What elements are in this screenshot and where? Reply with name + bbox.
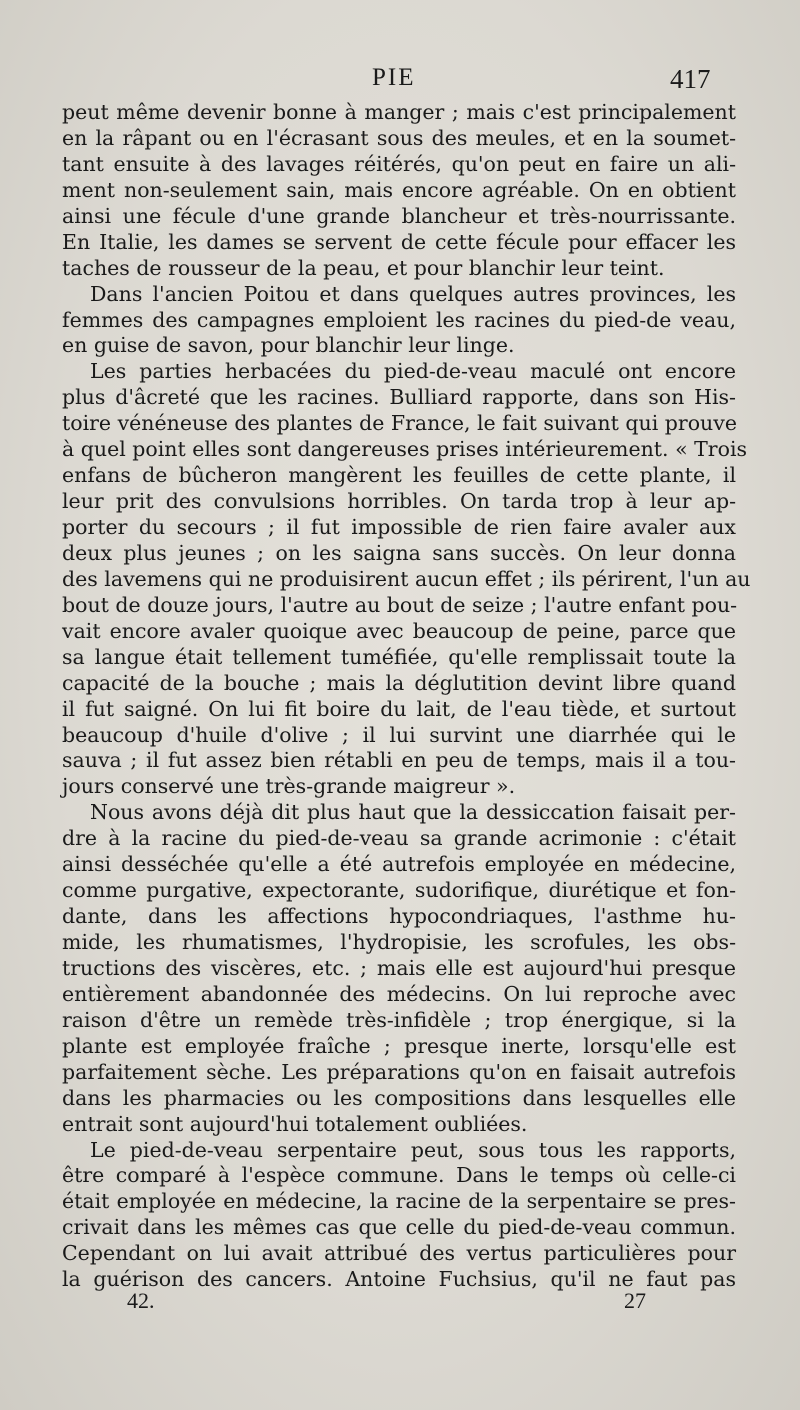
paragraph-start-line: Les parties herbacées du pied-de-veau maculé ont encore — [90, 359, 736, 384]
text-line: tructions des viscères, etc. ; mais elle est aujourd'hui presque — [62, 955, 736, 980]
paragraph-start-line: Le pied-de-veau serpentaire peut, sous tous les rapports, — [90, 1137, 736, 1162]
text-line: plante est employée fraîche ; presque inerte, lorsqu'elle est — [62, 1033, 736, 1058]
text-line: beaucoup d'huile d'olive ; il lui survint une diarrhée qui le — [62, 722, 736, 747]
running-head-title: PIE — [372, 64, 416, 91]
text-line: entièrement abandonnée des médecins. On lui reproche avec — [62, 981, 736, 1006]
text-line: entrait sont aujourd'hui totalement oubliées. — [62, 1111, 528, 1136]
text-line: mide, les rhumatismes, l'hydropisie, les scrofules, les obs- — [62, 930, 736, 954]
text-line: à quel point elles sont dangereuses prises intérieurement. « Trois — [62, 437, 748, 462]
text-line: ainsi desséchée qu'elle a été autrefois employée en médecine, — [62, 852, 736, 877]
text-line: ainsi une fécule d'une grande blancheur et très-nourrissante. — [62, 203, 736, 228]
text-line: sa langue était tellement tuméfiée, qu'elle remplissait toute la — [62, 644, 736, 669]
text-line: en guise de savon, pour blanchir leur linge. — [62, 333, 515, 358]
text-line: capacité de la bouche ; mais la déglutition devint libre quand — [62, 670, 736, 695]
text-line: dre à la racine du pied-de-veau sa grande acrimonie : c'était — [62, 826, 736, 851]
text-line: ment non-seulement sain, mais encore agréable. On en obtient — [62, 177, 736, 202]
text-line: comme purgative, expectorante, sudorifique, diurétique et fon- — [62, 878, 736, 903]
body-text — [62, 100, 751, 1293]
text-line: tant ensuite à des lavages réitérés, qu'on peut en faire un ali- — [62, 151, 736, 176]
text-line: En Italie, les dames se servent de cette fécule pour effacer les — [62, 229, 736, 254]
text-line: la guérison des cancers. Antoine Fuchsius, qu'il ne faut pas — [62, 1267, 736, 1292]
page-footer — [0, 1288, 800, 1328]
text-line: parfaitement sèche. Les préparations qu'on en faisait autrefois — [62, 1059, 736, 1084]
text-line: raison d'être un remède très-infidèle ; trop énergique, si la — [62, 1007, 736, 1032]
text-line: des lavemens qui ne produisirent aucun effet ; ils périrent, l'un au — [62, 566, 751, 591]
text-line: deux plus jeunes ; on les saigna sans succès. On leur donna — [62, 540, 736, 565]
paragraph-start-line: Dans l'ancien Poitou et dans quelques autres provinces, les — [90, 281, 736, 306]
text-line: enfans de bûcheron mangèrent les feuilles de cette plante, il — [62, 463, 736, 488]
text-line: était employée en médecine, la racine de la serpentaire se pres- — [62, 1189, 736, 1214]
text-line: être comparé à l'espèce commune. Dans le temps où celle-ci — [62, 1163, 736, 1188]
text-line: femmes des campagnes emploient les racines du pied-de veau, — [62, 307, 736, 332]
text-line: dante, dans les affections hypocondriaques, l'asthme hu- — [62, 904, 736, 929]
text-line: jours conservé une très-grande maigreur ». — [62, 774, 516, 799]
text-line: toire vénéneuse des plantes de France, le fait suivant qui prouve — [62, 411, 737, 436]
text-line: vait encore avaler quoique avec beaucoup de peine, parce que — [62, 618, 736, 643]
text-line: leur prit des convulsions horribles. On tarda trop à leur ap- — [62, 489, 736, 514]
text-line: porter du secours ; il fut impossible de rien faire avaler aux — [62, 515, 736, 539]
text-line: en la râpant ou en l'écrasant sous des meules, et en la soumet- — [62, 125, 736, 150]
running-head — [0, 64, 800, 100]
text-line: plus d'âcreté que les racines. Bulliard rapporte, dans son His- — [62, 385, 736, 410]
text-line: peut même devenir bonne à manger ; mais c'est principalement — [62, 100, 736, 124]
text-line: Cependant on lui avait attribué des vertus particulières pour — [62, 1241, 736, 1266]
text-line: il fut saigné. On lui fit boire du lait, de l'eau tiède, et surtout — [62, 696, 736, 721]
text-line: taches de rousseur de la peau, et pour blanchir leur teint. — [62, 255, 665, 280]
page-number: 417 — [670, 64, 711, 94]
text-line: sauva ; il fut assez bien rétabli en peu de temps, mais il a tou- — [62, 748, 736, 773]
text-line: crivait dans les mêmes cas que celle du pied-de-veau commun. — [62, 1215, 736, 1240]
text-line: bout de douze jours, l'autre au bout de seize ; l'autre enfant pou- — [62, 592, 738, 617]
gathering-number: 27 — [624, 1288, 646, 1313]
signature-mark: 42. — [127, 1288, 155, 1313]
text-line: dans les pharmacies ou les compositions dans lesquelles elle — [62, 1085, 736, 1110]
paragraph-start-line: Nous avons déjà dit plus haut que la dessiccation faisait per- — [90, 800, 736, 825]
